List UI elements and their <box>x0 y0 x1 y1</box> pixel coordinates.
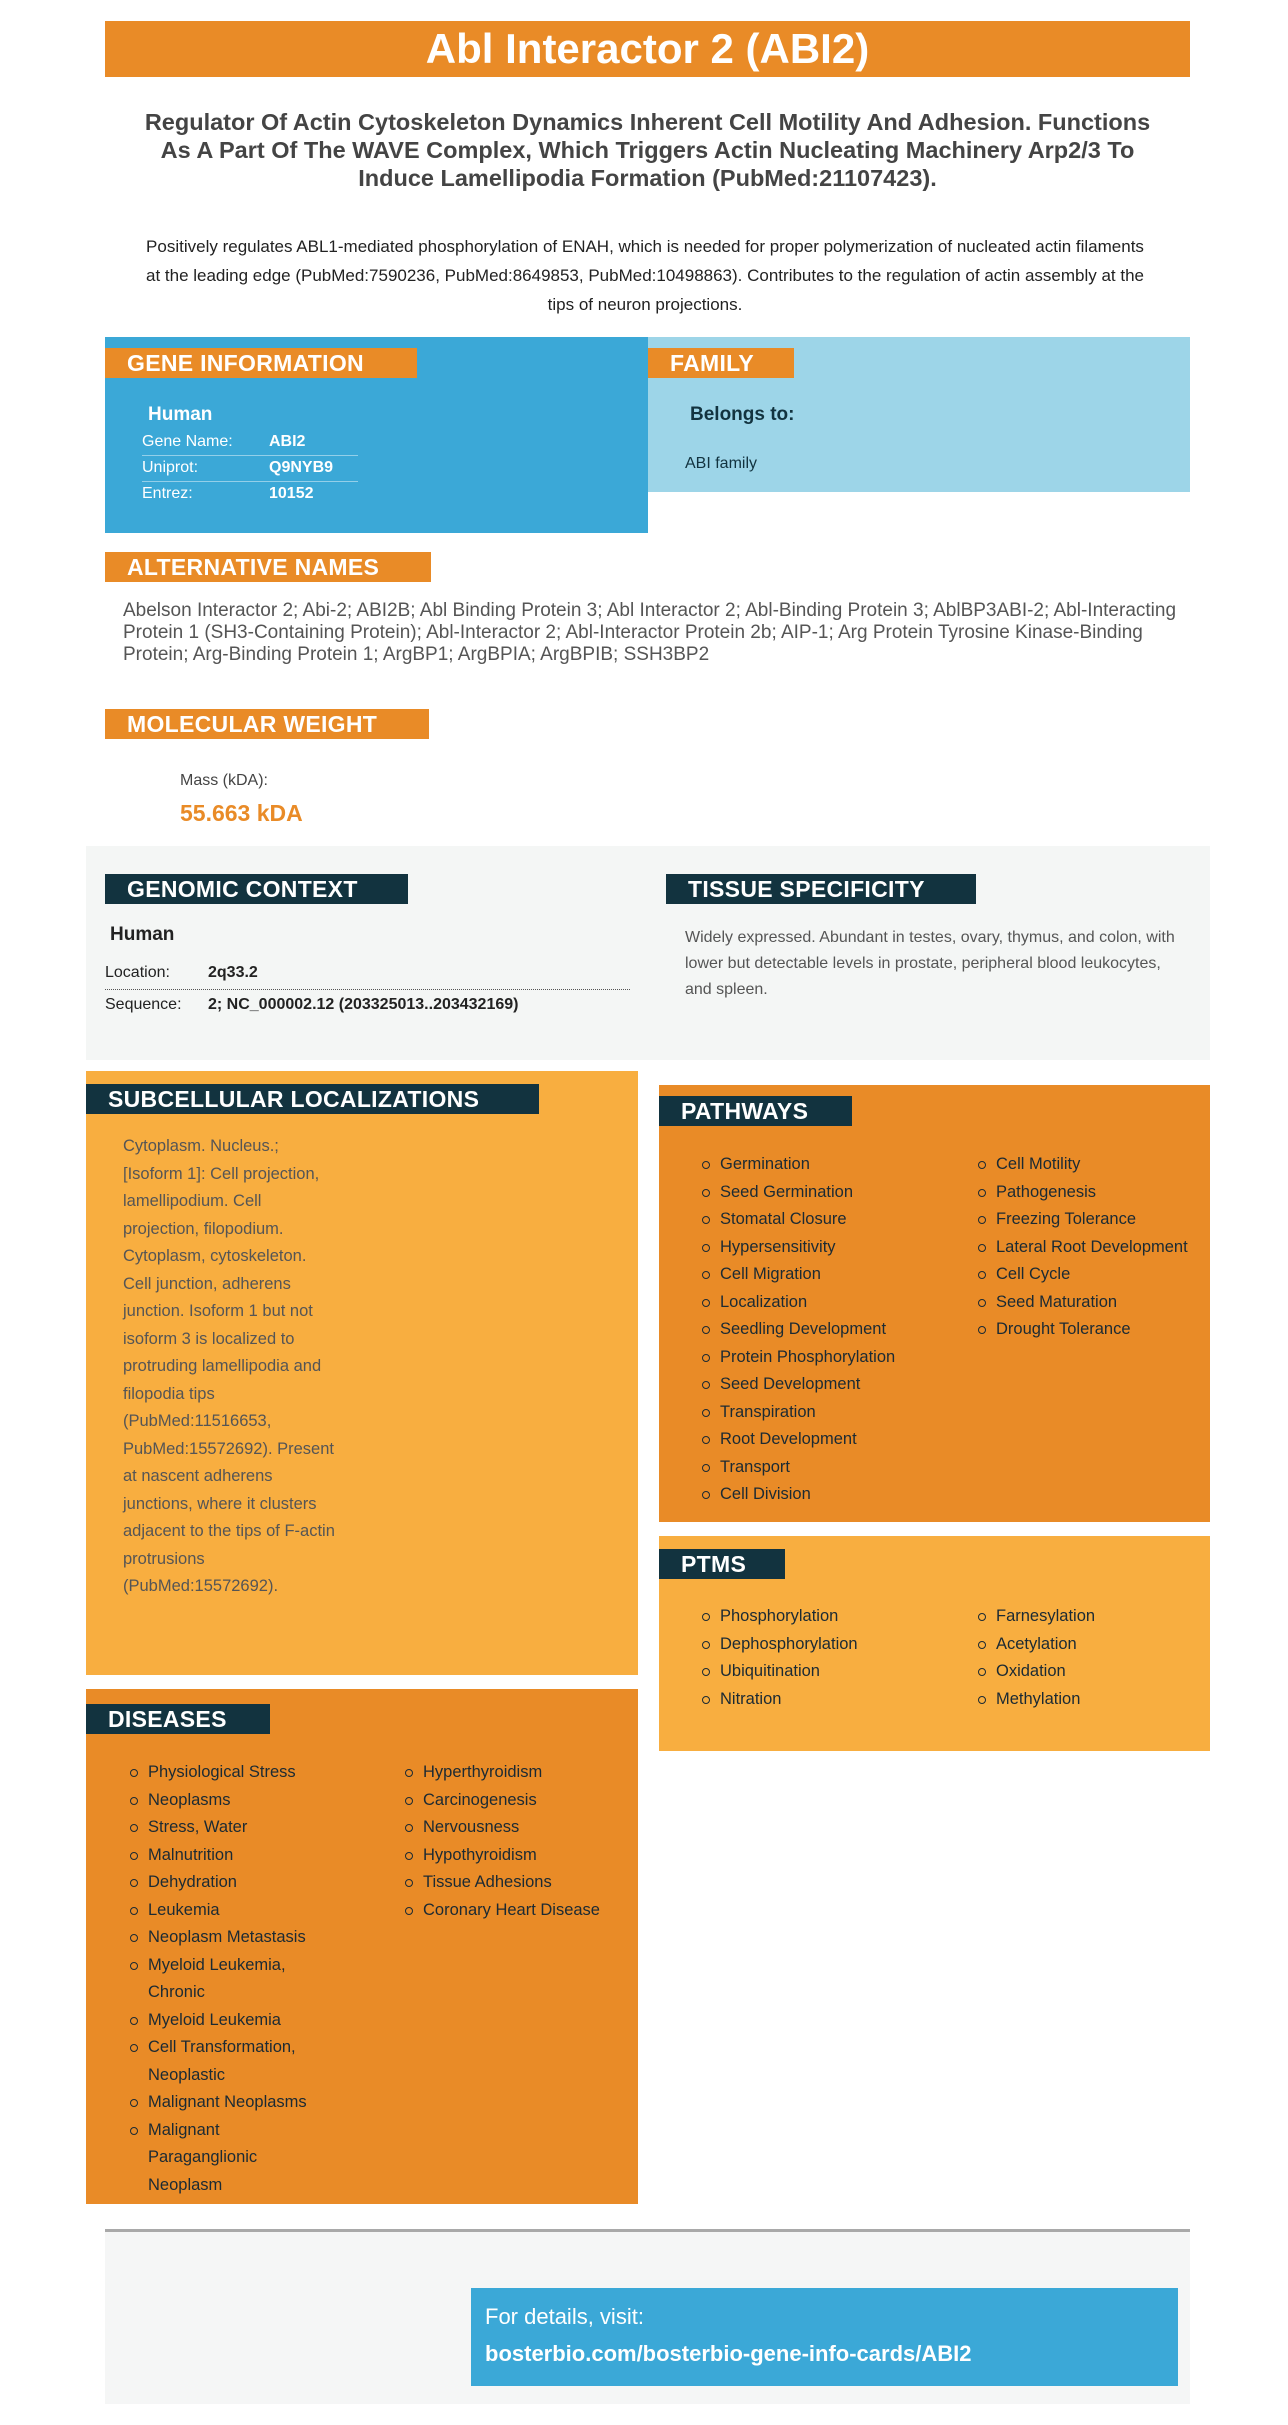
diseases-list-col1 <box>130 1759 330 2199</box>
disease-item: Leukemia <box>130 1897 330 1925</box>
ptm-item: Oxidation <box>978 1658 1193 1686</box>
subcellular-text: Cytoplasm. Nucleus.; [Isoform 1]: Cell projection, lamellipodium. Cell projection, filopodium. Cytoplasm, cytoskeleton. Cell junction, adherens junction. Isoform 1 but not isoform 3 is localized to protruding lamellipodia and filopodia tips (PubMed:11516653, PubMed:15572692). Present at nascent adherens junctions, where it clusters adjacent to the tips of F-actin protrusions (PubMed:15572692). <box>123 1137 335 1595</box>
disease-item: Hyperthyroidism <box>405 1759 635 1787</box>
disease-item: Hypothyroidism <box>405 1842 635 1870</box>
tissue-specificity-header: TISSUE SPECIFICITY <box>666 874 976 904</box>
pathway-item: Transport <box>702 1454 962 1482</box>
ptms-header: PTMS <box>659 1549 785 1579</box>
ptm-item: Ubiquitination <box>702 1658 962 1686</box>
pathway-item: Lateral Root Development <box>978 1234 1193 1262</box>
protein-description: Positively regulates ABL1-mediated phosphorylation of ENAH, which is needed for proper polymerization of nucleated actin filaments at the leading edge (PubMed:7590236, PubMed:8649853, PubMed:10498863). Contributes to the regulation of actin assembly at the tips of neuron projections. <box>145 237 1145 314</box>
ptm-item: Methylation <box>978 1686 1193 1714</box>
disease-item: Physiological Stress <box>130 1759 330 1787</box>
pathway-item: Cell Migration <box>702 1261 962 1289</box>
location-label: Location: <box>105 964 170 981</box>
pathways-header: PATHWAYS <box>659 1096 852 1126</box>
entrez-value: 10152 <box>269 485 314 502</box>
pathways-list-col2 <box>978 1151 1193 1344</box>
disease-item: Myeloid Leukemia <box>130 2007 330 2035</box>
genomic-context-header: GENOMIC CONTEXT <box>105 874 408 904</box>
pathway-item: Seedling Development <box>702 1316 962 1344</box>
ptms-list-col1 <box>702 1603 962 1713</box>
page-title: Abl Interactor 2 (ABI2) <box>105 21 1190 77</box>
gene-information-header: GENE INFORMATION <box>105 348 417 378</box>
pathway-item: Hypersensitivity <box>702 1234 962 1262</box>
gene-name-value: ABI2 <box>269 433 306 450</box>
pathway-item: Pathogenesis <box>978 1179 1193 1207</box>
uniprot-value: Q9NYB9 <box>269 459 334 476</box>
ptm-item: Nitration <box>702 1686 962 1714</box>
pathway-item: Cell Motility <box>978 1151 1193 1179</box>
sequence-row <box>105 990 630 1024</box>
disease-item: Myeloid Leukemia, Chronic <box>130 1952 330 2007</box>
disease-item: Nervousness <box>405 1814 635 1842</box>
uniprot-label: Uniprot: <box>142 459 199 476</box>
pathway-item: Seed Germination <box>702 1179 962 1207</box>
ptm-item: Acetylation <box>978 1631 1193 1659</box>
disease-item: Coronary Heart Disease <box>405 1897 635 1925</box>
pathway-item: Cell Division <box>702 1481 962 1509</box>
disease-item: Carcinogenesis <box>405 1787 635 1815</box>
disease-item: Dehydration <box>130 1869 330 1897</box>
disease-item: Neoplasm Metastasis <box>130 1924 330 1952</box>
pathway-item: Stomatal Closure <box>702 1206 962 1234</box>
uniprot-row <box>142 456 358 482</box>
pathway-item: Localization <box>702 1289 962 1317</box>
pathway-item: Germination <box>702 1151 962 1179</box>
tissue-specificity-text: Widely expressed. Abundant in testes, ovary, thymus, and colon, with lower but detectable levels in prostate, peripheral blood leukocytes, and spleen. <box>685 929 1175 998</box>
ptm-item: Phosphorylation <box>702 1603 962 1631</box>
gene-name-label: Gene Name: <box>142 433 233 450</box>
sequence-value: 2; NC_000002.12 (203325013..203432169) <box>208 996 519 1013</box>
alternative-names-text: Abelson Interactor 2; Abi-2; ABI2B; Abl Binding Protein 3; Abl Interactor 2; Abl-Binding Protein 3; AblBP3ABI-2; Abl-Interacting Protein 1 (SH3-Containing Protein); Abl-Interactor 2; Abl-Interactor Protein 2b; AIP-1; Arg Protein Tyrosine Kinase-Binding Protein; Arg-Binding Protein 1; ArgBP1; ArgBPIA; ArgBPIB; SSH3BP2 <box>123 600 1177 665</box>
entrez-label: Entrez: <box>142 485 193 502</box>
disease-item: Tissue Adhesions <box>405 1869 635 1897</box>
pathway-item: Root Development <box>702 1426 962 1454</box>
ptm-item: Dephosphorylation <box>702 1631 962 1659</box>
details-link-box[interactable] <box>471 2288 1178 2386</box>
pathway-item: Transpiration <box>702 1399 962 1427</box>
pathway-item: Cell Cycle <box>978 1261 1193 1289</box>
subcellular-header: SUBCELLULAR LOCALIZATIONS <box>86 1084 539 1114</box>
family-value: ABI family <box>685 455 758 472</box>
mass-value: 55.663 kDA <box>180 800 303 826</box>
ptm-item: Farnesylation <box>978 1603 1193 1631</box>
location-row <box>105 956 630 990</box>
genomic-species: Human <box>110 924 175 945</box>
family-belongs-label: Belongs to: <box>690 404 795 425</box>
pathway-item: Drought Tolerance <box>978 1316 1193 1344</box>
diseases-list-col2 <box>405 1759 635 1924</box>
pathway-item: Freezing Tolerance <box>978 1206 1193 1234</box>
disease-item: Malnutrition <box>130 1842 330 1870</box>
details-url-link[interactable]: bosterbio.com/bosterbio-gene-info-cards/ABI2 <box>485 2341 972 2366</box>
gene-species: Human <box>148 404 213 425</box>
disease-item: Stress, Water <box>130 1814 330 1842</box>
mass-label: Mass (kDA): <box>180 772 268 789</box>
ptms-list-col2 <box>978 1603 1193 1713</box>
family-header: FAMILY <box>648 348 794 378</box>
details-label: For details, visit: <box>485 2304 644 2329</box>
pathway-item: Seed Maturation <box>978 1289 1193 1317</box>
pathways-list-col1 <box>702 1151 962 1509</box>
disease-item: Neoplasms <box>130 1787 330 1815</box>
diseases-header: DISEASES <box>86 1704 270 1734</box>
sequence-label: Sequence: <box>105 996 182 1013</box>
alternative-names-header: ALTERNATIVE NAMES <box>105 552 431 582</box>
protein-function-summary: Regulator Of Actin Cytoskeleton Dynamics Inherent Cell Motility And Adhesion. Functions As A Part Of The WAVE Complex, Which Triggers Actin Nucleating Machinery Arp2/3 To Induce Lamellipodia Formation (PubMed:21107423). <box>144 109 1151 191</box>
location-value: 2q33.2 <box>208 964 258 981</box>
gene-name-row <box>142 430 358 456</box>
disease-item: Malignant Neoplasms <box>130 2089 330 2117</box>
molecular-weight-header: MOLECULAR WEIGHT <box>105 709 429 739</box>
disease-item: Malignant Paraganglionic Neoplasm <box>130 2117 330 2200</box>
disease-item: Cell Transformation, Neoplastic <box>130 2034 330 2089</box>
entrez-row <box>142 482 358 508</box>
pathway-item: Seed Development <box>702 1371 962 1399</box>
pathway-item: Protein Phosphorylation <box>702 1344 962 1372</box>
